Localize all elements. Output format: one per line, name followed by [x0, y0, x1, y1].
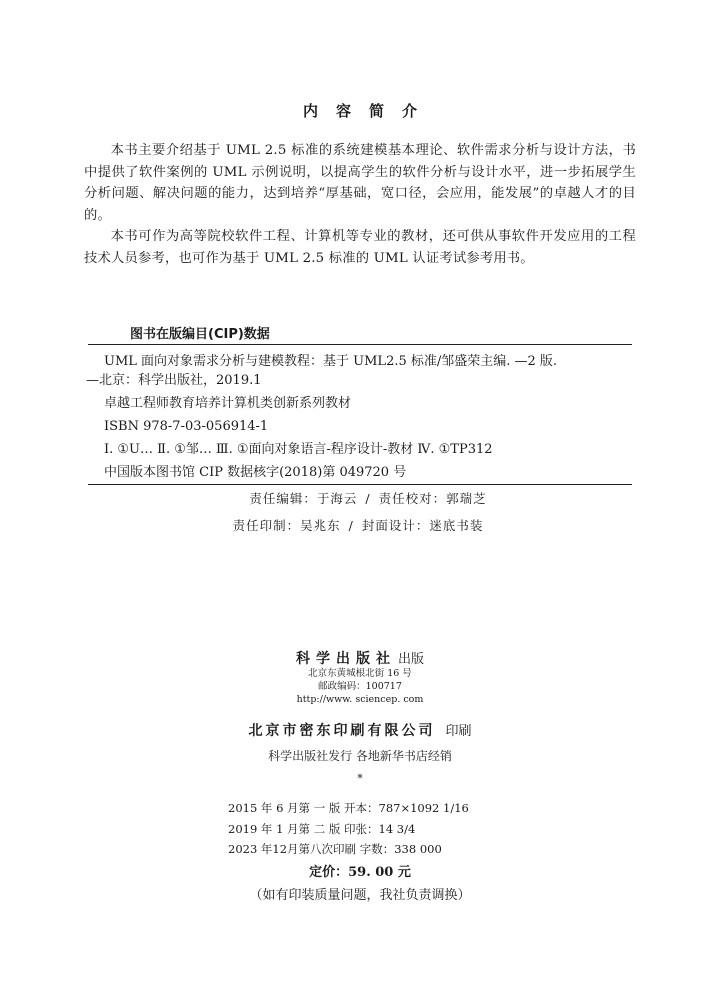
cip-line-isbn: ISBN 978-7-03-056914-1: [104, 419, 269, 434]
cip-data-block: [86, 352, 634, 486]
separator-slash: /: [365, 491, 371, 506]
publisher-address: 北京东黄城根北街 16 号: [308, 668, 412, 679]
publisher-website: http://www. sciencep. com: [296, 694, 424, 705]
responsible-editor: 责任编辑：于海云: [249, 491, 358, 506]
spec-line-first-edition: 2015 年 6 月第 一 版 开本：787×1092 1/16: [228, 801, 469, 815]
publisher-postcode: 邮政编码：100717: [318, 681, 402, 692]
price: 定价：59. 00 元: [309, 865, 411, 880]
cip-line-title: UML 面向对象需求分析与建模教程：基于 UML2.5 标准/邹盛荣主编. —2 版.: [104, 354, 558, 369]
spec-line-printing: 2023 年12月第八次印刷 字数：338 000: [228, 842, 442, 856]
cip-line-series: 卓越工程师教育培养计算机类创新系列教材: [104, 396, 352, 411]
printer-name: 北京市密东印刷有限公司: [248, 723, 436, 739]
printer-suffix: 印刷: [445, 724, 472, 739]
quality-note: （如有印装质量问题，我社负责调换）: [249, 888, 471, 903]
publisher-name-text: 科学出版社: [295, 651, 396, 667]
cip-bottom-rule: [88, 484, 632, 485]
cip-line-publisher: —北京：科学出版社，2019.1: [86, 373, 262, 388]
cip-top-rule: [88, 344, 632, 345]
intro-paragraph: 本书可作为高等院校软件工程、计算机等专业的教材，还可供从事软件开发应用的工程技术人员参考，也可作为基于 UML 2.5 标准的 UML 认证考试参考用书。: [84, 229, 636, 266]
distribution-line: 科学出版社发行 各地新华书店经销: [268, 749, 452, 763]
publisher-suffix: 出版: [397, 652, 424, 667]
printer-line: [0, 720, 720, 740]
separator-slash: /: [348, 518, 354, 533]
intro-body: [84, 140, 636, 269]
publisher-name: [0, 648, 720, 668]
spec-line-second-edition: 2019 年 1 月第 二 版 印张：14 3/4: [228, 822, 416, 836]
responsible-proofreader: 责任校对：郭瑞芝: [378, 491, 487, 506]
responsible-printing: 责任印制：吴兆东: [232, 518, 341, 533]
editors-line-1: [8, 489, 720, 507]
cip-line-classification: Ⅰ. ①U… Ⅱ. ①邹… Ⅲ. ①面向对象语言-程序设计-教材 Ⅳ. ①TP312: [104, 442, 493, 457]
cover-design: 封面设计：迷底书装: [361, 518, 484, 533]
asterisk-separator: *: [357, 772, 363, 785]
cip-line-record-number: 中国版本图书馆 CIP 数据核字(2018)第 049720 号: [104, 465, 407, 480]
cip-title: 图书在版编目(CIP)数据: [130, 327, 270, 342]
intro-title: 内容简介: [302, 102, 435, 120]
editors-line-2: [0, 516, 718, 534]
intro-paragraph: 本书主要介绍基于 UML 2.5 标准的系统建模基本理论、软件需求分析与设计方法，书中提供了软件案例的 UML 示例说明，以提高学生的软件分析与设计水平，进一步拓展学生分析问题、解决问题的能力，达到培养“厚基础，宽口径，会应用，能发展”的卓越人才的目的。: [84, 143, 636, 223]
